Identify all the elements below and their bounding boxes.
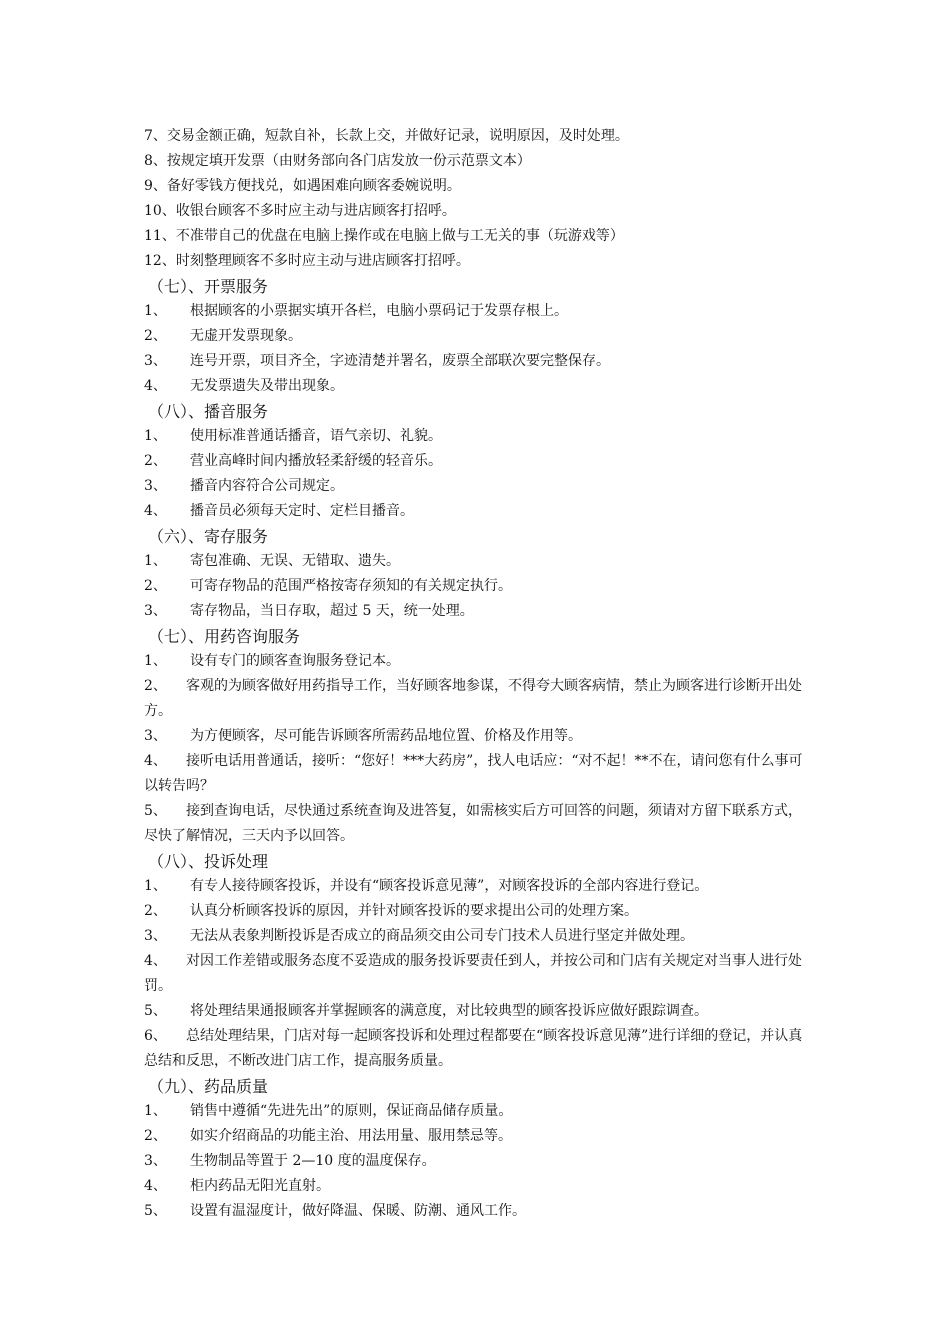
list-item-number: 4、 <box>144 1178 167 1194</box>
list-item-number: 4、 <box>144 753 167 769</box>
list-item-text: 设置有温湿度计，做好降温、保暖、防潮、通风工作。 <box>190 1203 526 1219</box>
list-item-text: 如实介绍商品的功能主治、用法用量、服用禁忌等。 <box>190 1128 512 1144</box>
list-item-text: 有专人接待顾客投诉，并设有“顾客投诉意见薄”，对顾客投诉的全部内容进行登记。 <box>190 878 709 894</box>
list-item: 12、时刻整理顾客不多时应主动与进店顾客打招呼。 <box>144 253 470 269</box>
list-item <box>144 1024 814 1074</box>
list-item-number: 1、 <box>144 1103 167 1119</box>
list-item-number: 5、 <box>144 1203 167 1219</box>
list-item <box>144 1149 814 1174</box>
list-item-text: 寄存物品，当日存取，超过 5 天，统一处理。 <box>190 603 474 619</box>
list-item <box>144 1199 814 1224</box>
list-item <box>144 799 814 849</box>
list-item <box>144 1124 814 1149</box>
list-item <box>144 899 814 924</box>
list-item-text: 认真分析顾客投诉的原因，并针对顾客投诉的要求提出公司的处理方案。 <box>190 903 638 919</box>
list-item <box>144 374 814 399</box>
list-item-number: 4、 <box>144 378 167 394</box>
list-item-text: 可寄存物品的范围严格按寄存须知的有关规定执行。 <box>190 578 512 594</box>
list-item <box>144 924 814 949</box>
list-item <box>144 1099 814 1124</box>
list-item-text: 寄包准确、无误、无错取、遗失。 <box>190 553 400 569</box>
list-item <box>144 324 814 349</box>
list-item-text: 使用标准普通话播音，语气亲切、礼貌。 <box>190 428 442 444</box>
list-item: 9、备好零钱方便找兑，如遇困难向顾客委婉说明。 <box>144 178 461 194</box>
list-item-text: 播音员必须每天定时、定栏目播音。 <box>190 503 414 519</box>
list-item-text: 设有专门的顾客查询服务登记本。 <box>190 653 400 669</box>
list-item: 7、交易金额正确，短款自补，长款上交，并做好记录，说明原因，及时处理。 <box>144 128 629 144</box>
list-item-number: 5、 <box>144 1003 167 1019</box>
list-item <box>144 749 814 799</box>
list-item <box>144 449 814 474</box>
list-item <box>144 474 814 499</box>
list-item-text: 无虚开发票现象。 <box>190 328 302 344</box>
list-item: 10、收银台顾客不多时应主动与进店顾客打招呼。 <box>144 203 456 219</box>
list-item-text: 将处理结果通报顾客并掌握顾客的满意度，对比较典型的顾客投诉应做好跟踪调查。 <box>190 1003 708 1019</box>
list-item-number: 1、 <box>144 878 167 894</box>
list-item-number: 3、 <box>144 353 167 369</box>
list-item-text: 对因工作差错或服务态度不妥造成的服务投诉要责任到人，并按公司和门店有关规定对当事人进行处罚。 <box>144 953 802 994</box>
list-item-number: 1、 <box>144 653 167 669</box>
list-item <box>144 349 814 374</box>
section-heading: （九）、药品质量 <box>148 1077 269 1096</box>
list-item-number: 1、 <box>144 428 167 444</box>
list-item-number: 4、 <box>144 953 167 969</box>
list-item-text: 接听电话用普通话，接听：“您好！***大药房”，找人电话应：“对不起！**不在，请问您有什么事可以转告吗？ <box>144 753 803 794</box>
section-heading: （七）、用药咨询服务 <box>148 627 301 646</box>
list-item-number: 2、 <box>144 578 167 594</box>
list-item-number: 2、 <box>144 328 167 344</box>
list-item <box>144 499 814 524</box>
list-item: 8、按规定填开发票（由财务部向各门店发放一份示范票文本） <box>144 153 531 169</box>
section-heading: （八）、播音服务 <box>148 402 269 421</box>
list-item <box>144 949 814 999</box>
list-item-number: 4、 <box>144 503 167 519</box>
list-item-text: 柜内药品无阳光直射。 <box>190 1178 330 1194</box>
list-item-text: 连号开票，项目齐全，字迹清楚并署名，废票全部联次要完整保存。 <box>190 353 610 369</box>
list-item-number: 2、 <box>144 1128 167 1144</box>
list-item-text: 播音内容符合公司规定。 <box>190 478 344 494</box>
section-heading: （七）、开票服务 <box>148 277 269 296</box>
list-item-text: 根据顾客的小票据实填开各栏，电脑小票码记于发票存根上。 <box>190 303 568 319</box>
section-heading: （八）、投诉处理 <box>148 852 269 871</box>
list-item <box>144 574 814 599</box>
list-item-text: 营业高峰时间内播放轻柔舒缓的轻音乐。 <box>190 453 442 469</box>
list-item-number: 3、 <box>144 478 167 494</box>
list-item-text: 客观的为顾客做好用药指导工作，当好顾客地参谋，不得夸大顾客病情，禁止为顾客进行诊断开出处方。 <box>144 678 802 719</box>
list-item-text: 总结处理结果，门店对每一起顾客投诉和处理过程都要在“顾客投诉意见薄”进行详细的登记，并认真总结和反思，不断改进门店工作，提高服务质量。 <box>144 1028 803 1069</box>
list-item-number: 5、 <box>144 803 167 819</box>
list-item-number: 3、 <box>144 1153 167 1169</box>
list-item <box>144 599 814 624</box>
list-item <box>144 674 814 724</box>
section-heading: （六）、寄存服务 <box>148 527 269 546</box>
list-item-number: 3、 <box>144 728 167 744</box>
list-item-number: 2、 <box>144 453 167 469</box>
list-item <box>144 299 814 324</box>
list-item-number: 3、 <box>144 928 167 944</box>
list-item <box>144 549 814 574</box>
list-item-text: 销售中遵循“先进先出”的原则，保证商品储存质量。 <box>190 1103 513 1119</box>
document-page <box>144 124 814 1224</box>
list-item-number: 6、 <box>144 1028 167 1044</box>
list-item <box>144 1174 814 1199</box>
list-item <box>144 424 814 449</box>
list-item-number: 1、 <box>144 303 167 319</box>
list-item-text: 接到查询电话，尽快通过系统查询及进答复，如需核实后方可回答的问题，须请对方留下联系方式，尽快了解情况，三天内予以回答。 <box>144 803 802 844</box>
list-item <box>144 999 814 1024</box>
list-item-number: 2、 <box>144 903 167 919</box>
list-item-number: 3、 <box>144 603 167 619</box>
list-item <box>144 874 814 899</box>
list-item-text: 生物制品等置于 2—10 度的温度保存。 <box>190 1153 436 1169</box>
list-item-number: 2、 <box>144 678 167 694</box>
list-item-text: 无发票遗失及带出现象。 <box>190 378 344 394</box>
list-item-text: 为方便顾客，尽可能告诉顾客所需药品地位置、价格及作用等。 <box>190 728 582 744</box>
list-item: 11、不准带自己的优盘在电脑上操作或在电脑上做与工无关的事（玩游戏等） <box>144 228 624 244</box>
list-item <box>144 724 814 749</box>
list-item-number: 1、 <box>144 553 167 569</box>
list-item-text: 无法从表象判断投诉是否成立的商品须交由公司专门技术人员进行坚定并做处理。 <box>190 928 694 944</box>
list-item <box>144 649 814 674</box>
